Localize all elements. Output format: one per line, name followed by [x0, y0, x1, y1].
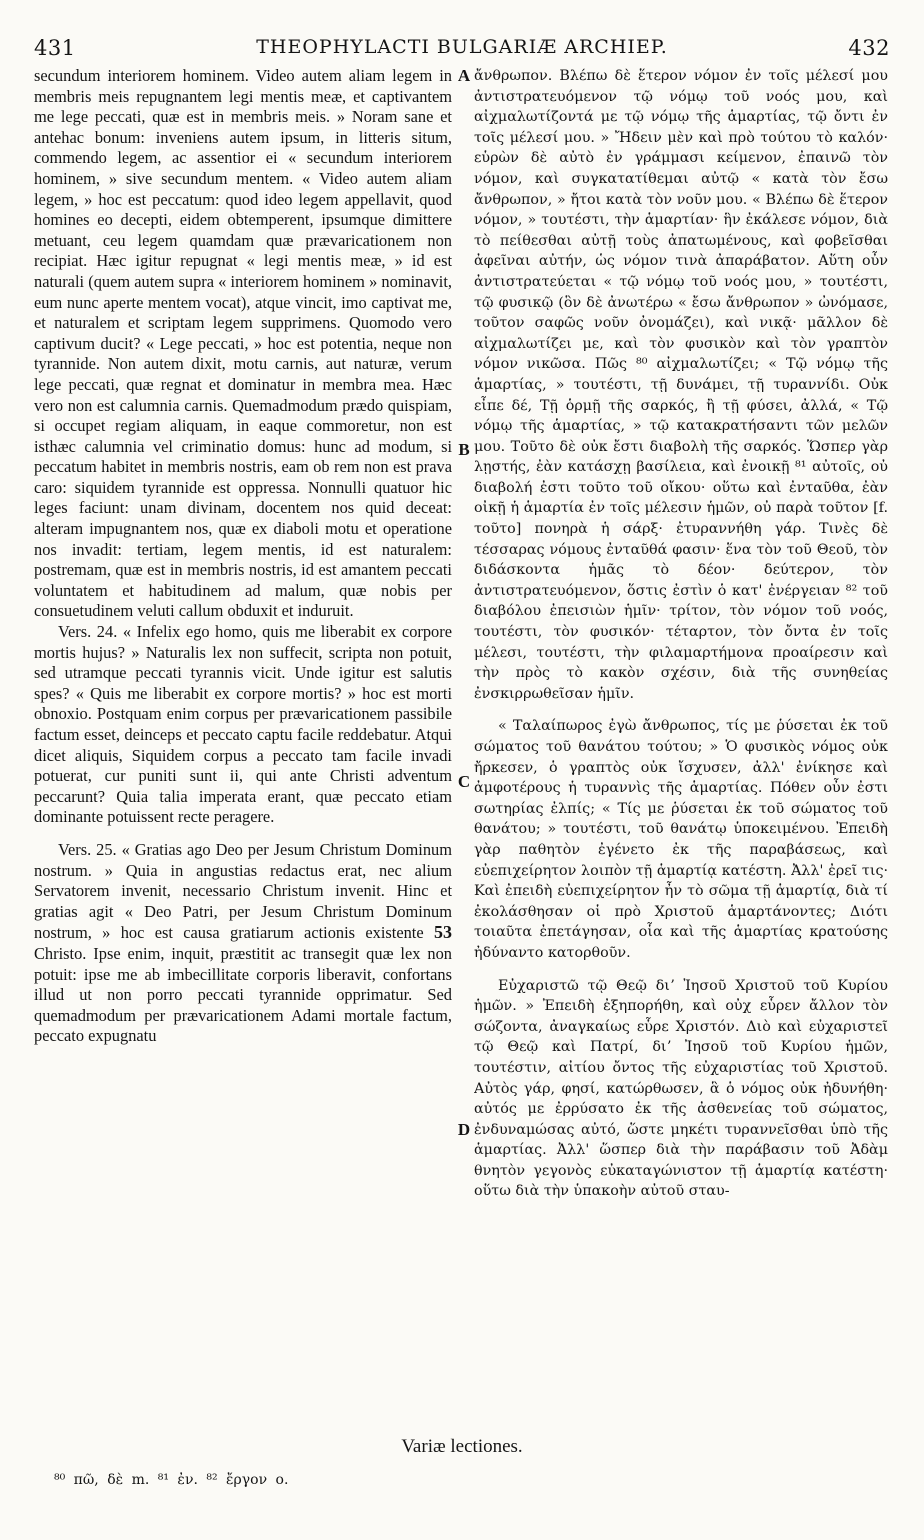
page-number-left: 431: [34, 36, 76, 60]
column-number-marker: 53: [433, 922, 452, 943]
page-number-right: 432: [848, 36, 890, 60]
latin-p3-text-b: Christo. Ipse enim, inquit, præstitit ac transegit quæ lex non potuit: ipse me ab imbecillitate corporis liberavit, confortans illud ut non porro peccati tyrannide opprimatur. Sed quemadmodum per prævaricationem Adami mortale factum, peccato expugnatu: [34, 943, 452, 1046]
greek-paragraph-1: ἄνθρωπον. Βλέπω δὲ ἕτερον νόμον ἐν τοῖς μέλεσί μου ἀντιστρατευόμενον τῷ νόμῳ τοῦ νοός μου, καὶ αἰχμαλωτίζοντά με τῷ νόμῳ τῆς ἁμαρτίας, τῷ ὄντι ἐν τοῖς μέλεσί μου. » Ἤδειν μὲν καὶ πρὸ τούτου τὸ καλόν· εὑρὼν δὲ αὐτὸ ἐν γράμμασι κείμενον, ἐπαινῶ τὸν νόμον, καὶ συγκατατίθεμαι αὐτῷ « κατὰ τὸν ἔσω ἄνθρωπον, » ἤτοι κατὰ τὸν νοῦν μου. « Βλέπω δὲ ἕτερον νόμον, » τουτέστι, τὴν ἁμαρτίαν· ἣν ἐκάλεσε νόμον, διὰ τὸ πείθεσθαι αὐτῇ τοὺς ἀπατωμένους, καὶ φοβεῖσθαι ἀφεῖναι αὐτήν, ὡς νόμον τινὰ ἀπαράβατον. Αὕτη οὖν ἀντιστρατεύεται « τῷ νόμῳ τοῦ νοός μου, » τουτέστι, τῷ φυσικῷ (ὃν δὲ ἀνωτέρω « ἔσω ἄνθρωπον » ὠνόμασε, τοῦτον σαφῶς νοῦν ὀνομάζει), καὶ νικᾷ· μᾶλλον δὲ αἰχμαλωτίζει με, καὶ τὸν φυσικὸν καὶ τὸν γραπτὸν νόμον νικῶσα. Πῶς ⁸⁰ αἰχμαλωτίζει; « Τῷ νόμῳ τῆς ἁμαρτίας, » τουτέστι, τῇ δυνάμει, τῇ τυραννίδι. Οὐκ εἶπε δέ, Τῇ ὁρμῇ τῆς σαρκός, ἢ τῇ φύσει, ἀλλά, « Τῷ νόμῳ τῆς ἁμαρτίας, » τῷ κατακρατήσαντι τῶν μελῶν μου. Τοῦτο δὲ οὐκ ἔστι διαβολὴ τῆς σαρκός. Ὥσπερ γὰρ λῃστής, ἐὰν κατάσχῃ βασίλεια, καὶ ἐνοικῇ ⁸¹ αὐτοῖς, οὐ διαβολή ἐστι τοῦτο τοῦ οἴκου· οὕτω καὶ ἐνταῦθα, ἐὰν οἰκῇ ἡ ἁμαρτία ἐν τοῖς μέλεσιν ἡμῶν, οὐ παρὰ τοῦτον [f. τοῦτο] πονηρὰ ἡ σάρξ· ἐτυραννήθη γάρ. Τινὲς δὲ τέσσαρας νόμους ἐνταῦθά φασιν· ἕνα τὸν τοῦ Θεοῦ, τὸν διδάσκοντα ἡμᾶς τὸ δέον· δεύτερον, τὸν ἀντιστρατευόμενον, ὅστις ἐστὶν ὁ κατ' ἐνέργειαν ⁸² τοῦ διαβόλου ἐπεισιὼν ἡμῖν· τρίτον, τὸν νόμον τοῦ νοός, τουτέστι, τὸν φυσικόν· τέταρτον, τὸν ὄντα ἐν τοῖς μέλεσι, τουτέστι, τὴν φιλαμαρτήμονα προαίρεσιν καὶ τὴν πρὸς τὸ κακὸν σχέσιν, διὰ τῆς συνηθείας ἐνσκιρρωθεῖσαν ἡμῖν.: [474, 68, 888, 702]
latin-p3-text-a: Vers. 25. « Gratias ago Deo per Jesum Christum Dominum nostrum. » Quia in angustias redactus erat, nec alium Servatorem invenit, necessario Christum invenit. Hinc et gratias agit « Deo Patri, per Jesum Christum Dominum nostrum, » hoc est causa gratiarum actionis existente: [34, 839, 452, 943]
section-marker-b: B: [458, 440, 470, 459]
latin-column: [34, 66, 452, 1446]
latin-paragraph-verse-25: [34, 840, 452, 1047]
footnotes: ⁸⁰ πῶ, δὲ m. ⁸¹ ἐν. ⁸² ἔργον ο.: [54, 1472, 289, 1488]
variae-lectiones-heading: Variæ lectiones.: [401, 1436, 523, 1457]
latin-paragraph-1: secundum interiorem hominem. Video autem aliam legem in membris meis repugnantem legi mentis meæ, et captivantem me lege peccati, quæ est in membris meis. » Noram sane et antehac bonum: inveniens autem ipsum, in litteris situm, commendo legem, ac assentior ei « secundum interiorem hominem, » sive secundum mentem. « Video autem aliam legem, » hoc est peccatum: quod ideo legem appellavit, quod homines eo decepti, eidem obtemperent, ipsumque dimittere metuant, ceu legem quamdam quæ prævaricationem non recipiat. Hæc igitur repugnat « legi mentis meæ, » id est naturali (quem autem supra « interiorem hominem » nominavit, eum nunc aperte mentem vocat), atque vincit, imo captivat me, et naturalem et scriptam legem supprimens. Quomodo vero captivum ducit? « Lege peccati, » hoc est potentia, neque non tyrannide. Non autem dixit, motu carnis, aut naturæ, verum lege peccati, quæ regnat et dominatur in membra mea. Hæc vero non est calumnia carnis. Quemadmodum prædo quispiam, si occupet regiam aliquam, in eaque commoretur, non est isthæc calumnia vel criminatio domus: hunc ad modum, si peccatum habitet in membris nostris, eam ob rem non est prava caro: siquidem tyrannide est oppressa. Nonnulli quatuor hic leges faciunt: unam divinam, docentem nos quid deceat: alteram impugnantem nos, quæ ex diaboli motu et operatione nos invadit: tertiam, legem mentis, id est naturalem: postremam, quæ est in membris nostris, id est amantem peccati voluntatem et habitudinem ad malum, quæ nobis per consuetudinem veluti callum obduxit et induruit.: [34, 66, 452, 621]
running-title: THEOPHYLACTI BULGARIÆ ARCHIEP.: [256, 36, 668, 58]
page-header: [34, 36, 890, 62]
greek-paragraph-2: « Ταλαίπωρος ἐγὼ ἄνθρωπος, τίς με ῥύσεται ἐκ τοῦ σώματος τοῦ θανάτου τούτου; » Ὁ φυσικὸς νόμος οὐκ ἤρκεσεν, ὁ γραπτὸς οὐκ ἴσχυσεν, ἀλλ' ἐνίκησε καὶ ἀμφοτέρους ἡ τυραννὶς τῆς ἁμαρτίας. Πόθεν οὖν ἐστι σωτηρίας ἐλπίς; « Τίς με ῥύσεται ἐκ τοῦ σώματος τοῦ θανάτου; » τουτέστι, τοῦ θανάτῳ ὑποκειμένου. Ἐπειδὴ γὰρ παθητὸν ἐγένετο ἐκ τῆς παραβάσεως, καὶ εὐεπιχείρητον λοιπὸν τῇ ἁμαρτίᾳ κατέστη. Ἀλλ' ἐρεῖ τις· Καὶ ἐπειδὴ εὐεπιχείρητον ἦν τὸ σῶμα τῇ ἁμαρτίᾳ, διὰ τί ἐκολάσθησαν οἱ πρὸ Χριστοῦ ἁμαρτάνοντες; Διότι τοιαῦτα ἐπετάγησαν, οἷα καὶ τῆς ἁμαρτίας κρατούσης ἠδύναντο κατορθοῦν.: [474, 718, 888, 961]
greek-paragraph-3: Εὐχαριστῶ τῷ Θεῷ διʼ Ἰησοῦ Χριστοῦ τοῦ Κυρίου ἡμῶν. » Ἐπειδὴ ἐξηπορήθη, καὶ οὐχ εὗρεν ἄλλον τὸν σώζοντα, ἀναγκαίως εὗρε Χριστόν. Διὸ καὶ εὐχαριστεῖ τῷ Θεῷ καὶ Πατρί, διʼ Ἰησοῦ τοῦ Κυρίου ἡμῶν, τουτέστιν, αἰτίου ὄντος τῆς εὐχαριστίας τοῦ Χριστοῦ. Αὐτὸς γάρ, φησί, κατώρθωσεν, ἃ ὁ νόμος οὐκ ἠδυνήθη· αὐτός με ἐρρύσατο ἐκ τῆς ἀσθενείας τοῦ σώματος, ἐνδυναμώσας αὐτό, ὥστε μηκέτι τυραννεῖσθαι ὑπὸ τῆς ἁμαρτίας. Ἀλλ' ὥσπερ διὰ τὴν παράβασιν τοῦ Ἀδὰμ θνητὸν γεγονὸς εὐκαταγώνιστον τῇ ἁμαρτίᾳ κατέστη· οὕτω διὰ τὴν ὑπακοὴν αὐτοῦ σταυ-: [474, 977, 888, 1200]
greek-column: [474, 66, 888, 1446]
section-marker-a: A: [457, 66, 471, 85]
section-marker-d: D: [457, 1120, 471, 1139]
latin-paragraph-verse-24: Vers. 24. « Infelix ego homo, quis me liberabit ex corpore mortis hujus? » Naturalis lex non suffecit, scripta non potuit, sed utramque peccati tyrannis vicit. Unde igitur est salutis spes? « Quis me liberabit ex corpore mortis? » hoc est morti obnoxio. Postquam enim corpus per prævaricationem passibile factum esset, deinceps et peccato captu facile reddebatur. Atqui dicet aliquis, Siquidem corpus a peccato tam facile invadi potuerat, cur puniti sunt ii, qui ante Christi adventum peccarunt? Quia talia imperata erant, quæ peccato etiam dominante potuissent recte peragere.: [34, 622, 452, 827]
section-marker-c: C: [457, 772, 471, 791]
